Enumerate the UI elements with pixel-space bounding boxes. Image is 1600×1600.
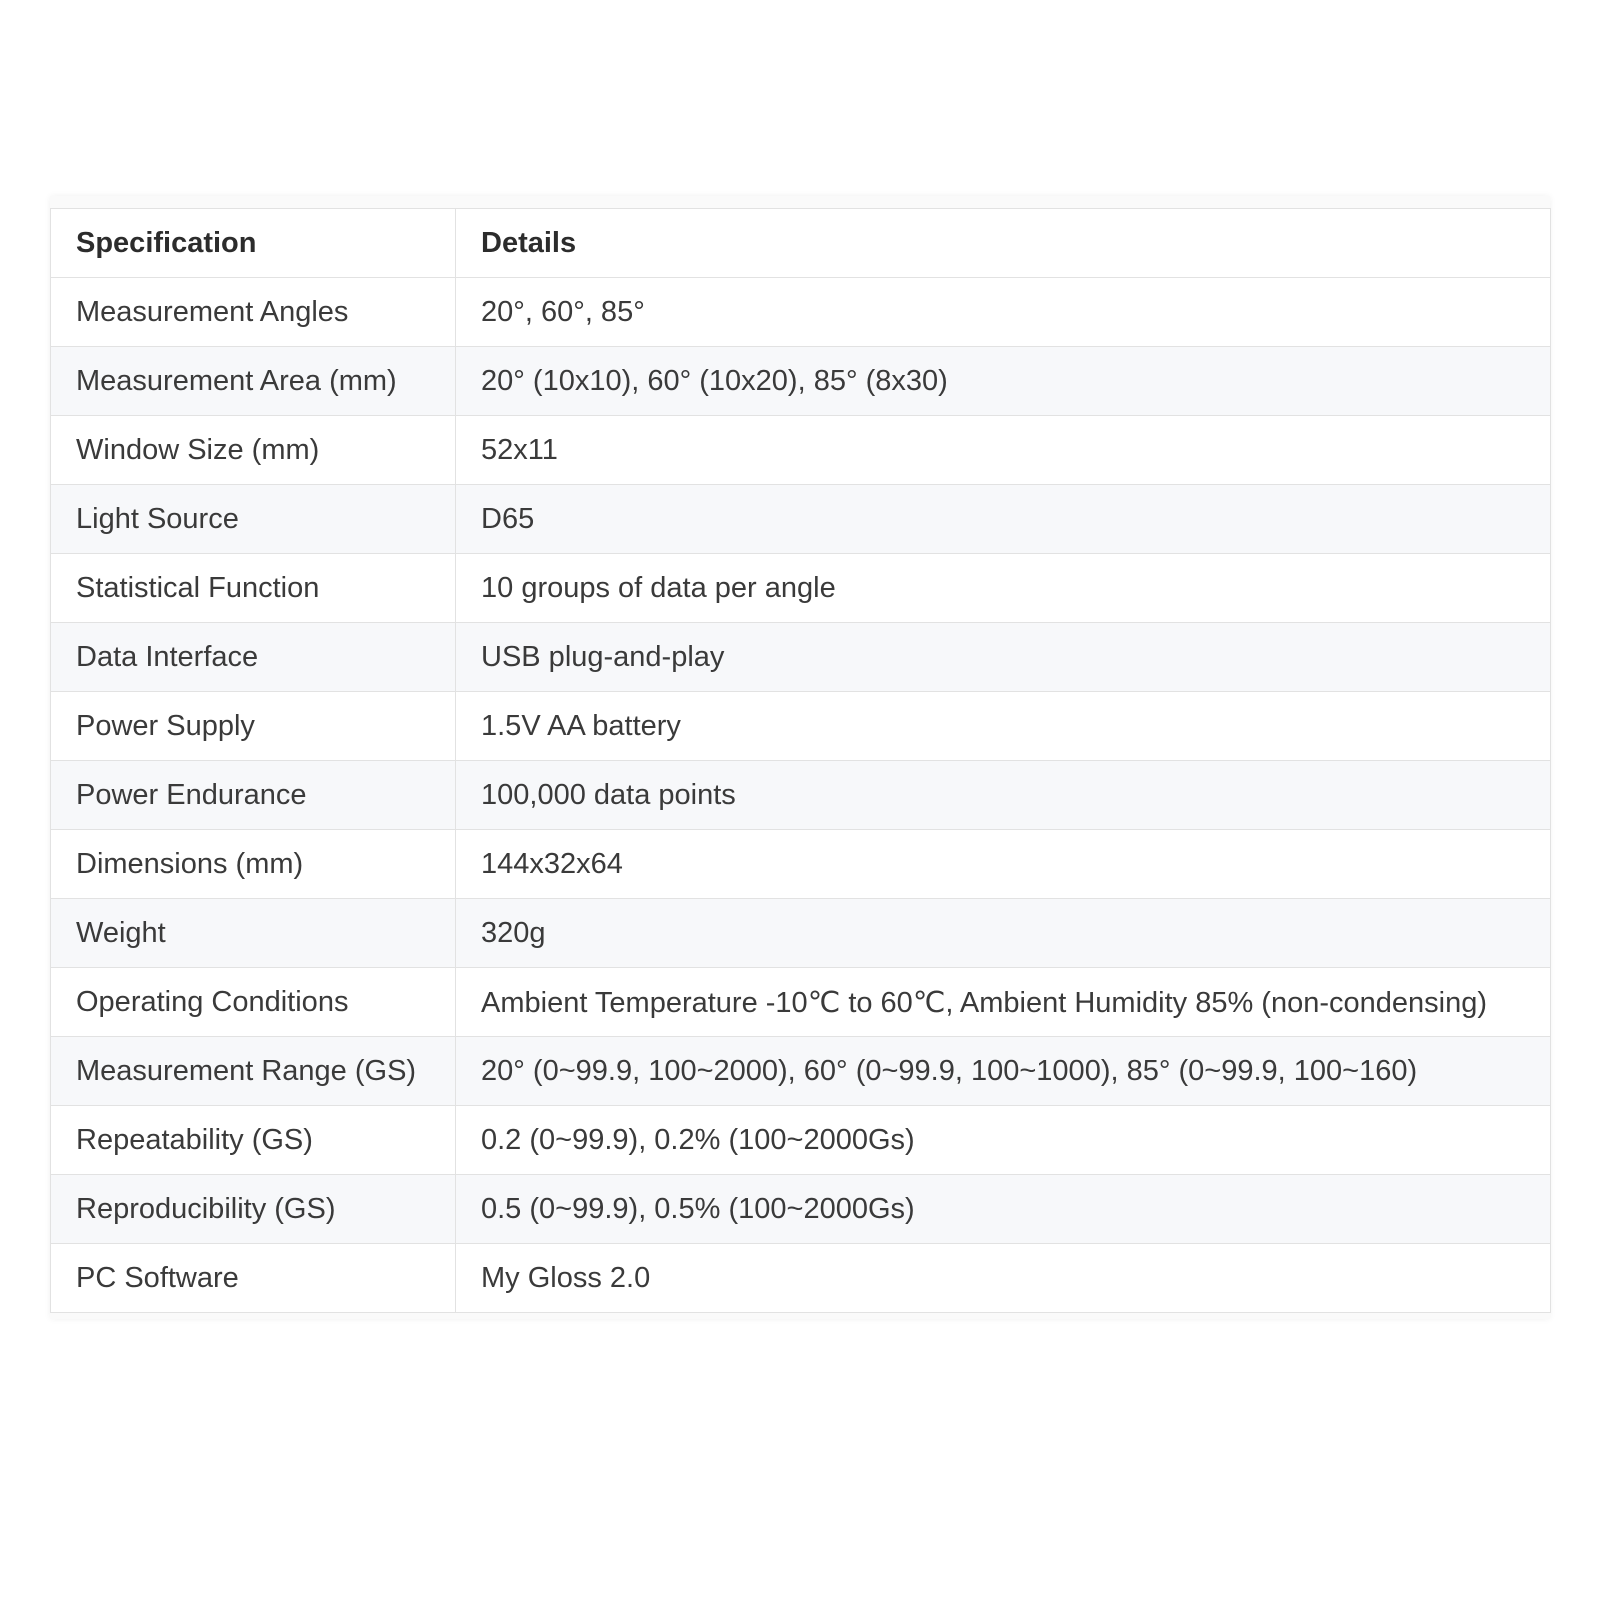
- details-cell: Ambient Temperature -10℃ to 60℃, Ambient Humidity 85% (non-condensing): [456, 968, 1551, 1037]
- table-row: [51, 416, 1551, 485]
- spec-cell: Measurement Angles: [51, 278, 456, 347]
- table-row: [51, 1175, 1551, 1244]
- details-cell: 20°, 60°, 85°: [456, 278, 1551, 347]
- spec-cell: Weight: [51, 899, 456, 968]
- table-row: [51, 1037, 1551, 1106]
- details-cell: 1.5V AA battery: [456, 692, 1551, 761]
- spec-cell: Operating Conditions: [51, 968, 456, 1037]
- table-row: [51, 899, 1551, 968]
- spec-cell: Power Supply: [51, 692, 456, 761]
- spec-cell: Repeatability (GS): [51, 1106, 456, 1175]
- table-row: [51, 761, 1551, 830]
- spec-cell: Power Endurance: [51, 761, 456, 830]
- details-cell: My Gloss 2.0: [456, 1244, 1551, 1313]
- table-row: [51, 623, 1551, 692]
- table-row: [51, 1106, 1551, 1175]
- table-row: [51, 278, 1551, 347]
- details-cell: USB plug-and-play: [456, 623, 1551, 692]
- table-row: [51, 830, 1551, 899]
- details-cell: 144x32x64: [456, 830, 1551, 899]
- spec-cell: Measurement Area (mm): [51, 347, 456, 416]
- details-cell: 10 groups of data per angle: [456, 554, 1551, 623]
- table-row: [51, 347, 1551, 416]
- details-cell: 100,000 data points: [456, 761, 1551, 830]
- table-row: [51, 554, 1551, 623]
- spec-cell: Reproducibility (GS): [51, 1175, 456, 1244]
- table-row: [51, 968, 1551, 1037]
- spec-cell: Measurement Range (GS): [51, 1037, 456, 1106]
- details-cell: 20° (0~99.9, 100~2000), 60° (0~99.9, 100~1000), 85° (0~99.9, 100~160): [456, 1037, 1551, 1106]
- table-header-row: [51, 209, 1551, 278]
- table-row: [51, 485, 1551, 554]
- table-row: [51, 692, 1551, 761]
- details-cell: 0.2 (0~99.9), 0.2% (100~2000Gs): [456, 1106, 1551, 1175]
- spec-cell: Data Interface: [51, 623, 456, 692]
- spec-cell: Window Size (mm): [51, 416, 456, 485]
- header-specification: Specification: [51, 209, 456, 278]
- details-cell: 20° (10x10), 60° (10x20), 85° (8x30): [456, 347, 1551, 416]
- details-cell: D65: [456, 485, 1551, 554]
- spec-cell: Light Source: [51, 485, 456, 554]
- spec-table-container: [50, 196, 1550, 1319]
- spec-cell: Statistical Function: [51, 554, 456, 623]
- details-cell: 0.5 (0~99.9), 0.5% (100~2000Gs): [456, 1175, 1551, 1244]
- header-details: Details: [456, 209, 1551, 278]
- spec-cell: Dimensions (mm): [51, 830, 456, 899]
- table-row: [51, 1244, 1551, 1313]
- spec-table: [50, 208, 1551, 1313]
- details-cell: 52x11: [456, 416, 1551, 485]
- details-cell: 320g: [456, 899, 1551, 968]
- spec-cell: PC Software: [51, 1244, 456, 1313]
